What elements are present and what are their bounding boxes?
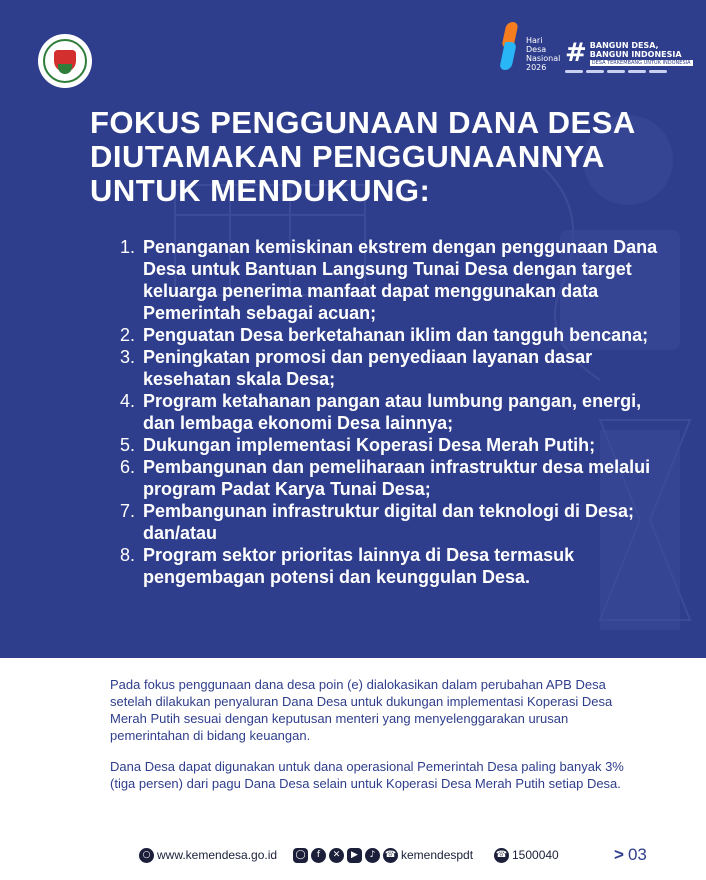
website-link[interactable]: www.kemendesa.go.id [157,848,278,862]
item-text: Penanganan kemiskinan ekstrem dengan penggunaan Dana Desa untuk Bantuan Langsung Tunai Desa dengan target keluarga penerima manfaat dapat menggunakan data Pemerintah sebagai acuan; [143,237,658,323]
tiktok-icon[interactable]: ♪ [365,848,380,863]
item-number: 8. [120,545,136,565]
list-item [120,390,676,434]
page-indicator [614,844,647,866]
list-item [120,324,676,346]
instagram-icon[interactable]: ◯ [293,848,308,863]
phone-number: 1500040 [512,848,559,862]
item-number: 3. [120,347,136,367]
item-number: 4. [120,391,136,411]
item-number: 6. [120,457,136,477]
note-paragraph: Pada fokus penggunaan dana desa poin (e) dialokasikan dalam perubahan APB Desa setelah dilakukan penyaluran Dana Desa untuk dukungan implementasi Koperasi Desa Merah Putih sesuai dengan keputusan menteri yang menyelenggarakan urusan pemerintahan di bidang keuangan. [110,677,613,743]
footer-website[interactable] [139,844,277,866]
item-text: Peningkatan promosi dan penyediaan layanan dasar kesehatan skala Desa; [143,347,593,389]
item-text: Penguatan Desa berketahanan iklim dan tangguh bencana; [143,325,649,345]
chevron-right-icon: > [614,845,624,864]
campaign-line: BANGUN DESA, [589,40,659,50]
page-number: 03 [627,845,647,864]
campaign-tagline: DESA TERKEMBANG UNTUK INDONESIA [591,59,691,66]
hdn-logo-line: Hari [526,36,543,45]
item-text: Dukungan implementasi Koperasi Desa Merah Putih; [143,435,596,455]
note-paragraph: Dana Desa dapat digunakan untuk dana operasional Pemerintah Desa paling banyak 3% (tiga persen) dari pagu Dana Desa selain untuk Koperasi Desa Merah Putih setiap Desa. [110,759,624,791]
item-text: Pembangunan infrastruktur digital dan teknologi di Desa; dan/atau [143,501,635,543]
page-title [90,106,670,208]
list-item [120,544,676,588]
list-item [120,434,676,456]
item-text: Program sektor prioritas lainnya di Desa termasuk pengembagan potensi dan keunggulan Desa. [143,545,575,587]
item-text: Pembangunan dan pemeliharaan infrastruktur desa melalui program Padat Karya Tunai Desa; [143,457,651,499]
list-item [120,236,676,324]
campaign-dots [565,70,667,73]
hdn-logo-line: 2026 [526,63,547,72]
footer [0,844,706,866]
item-number: 5. [120,435,136,455]
footer-social [293,844,473,866]
footer-phone [494,844,559,866]
list-item [120,500,676,544]
campaign-line: BANGUN INDONESIA [589,49,682,59]
hdn-logo-line: Desa [526,45,547,54]
item-number: 2. [120,325,136,345]
hdn-logo-line: Nasional [526,54,561,63]
x-icon[interactable]: ✕ [329,848,344,863]
notes-panel [0,658,706,880]
phone-icon: ☎ [494,848,509,863]
item-number: 1. [120,237,136,257]
focus-list [120,236,676,588]
list-item [120,346,676,390]
hari-desa-nasional-logo [500,22,560,72]
list-item [120,456,676,500]
ministry-logo [38,34,92,88]
globe-icon: ○ [139,848,154,863]
title-line: FOKUS PENGGUNAAN DANA DESA [90,105,636,140]
facebook-icon[interactable]: f [311,848,326,863]
item-number: 7. [120,501,136,521]
whatsapp-icon[interactable]: ☎ [383,848,398,863]
social-handle[interactable]: kemendespdt [401,848,474,862]
youtube-icon[interactable]: ▶ [347,848,362,863]
item-text: Program ketahanan pangan atau lumbung pangan, energi, dan lembaga ekonomi Desa lainnya; [143,391,642,433]
hashtag-icon: # [565,38,587,68]
campaign-logo [565,40,693,66]
title-line: UNTUK MENDUKUNG: [90,173,431,208]
title-line: DIUTAMAKAN PENGGUNAANNYA [90,139,605,174]
